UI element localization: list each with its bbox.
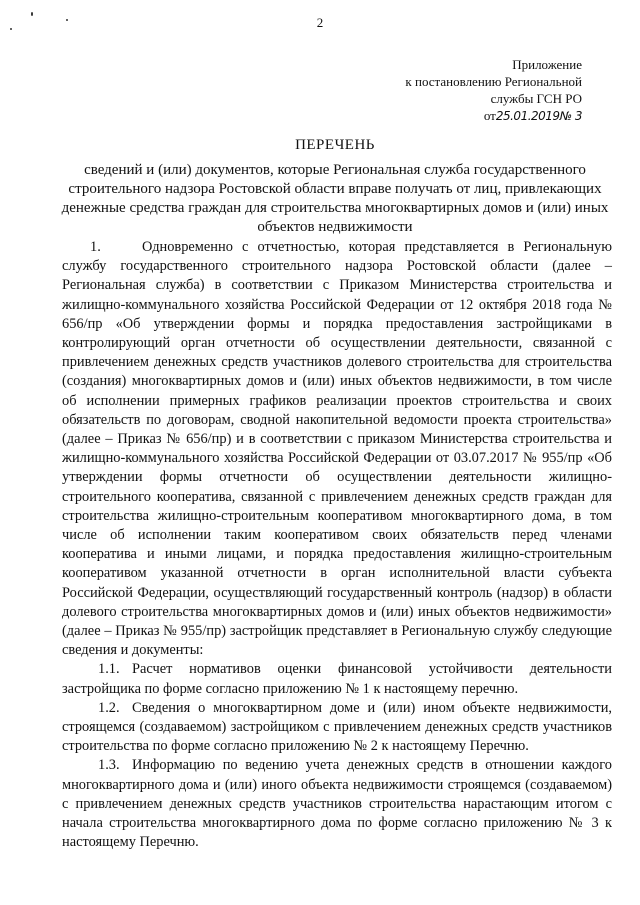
paragraph-text: Сведения о многоквартирном доме и (или) ином объекте недвижимости, строящемся (создаваемом) застройщиком с привлечением денежных средств участников строительства по форме согласно приложению № 2 к настоящему Перечню. bbox=[62, 699, 612, 755]
title-subheading: сведений и (или) документов, которые Региональная служба государственного строительного надзора Ростовской области вправе получать от лиц, привлекающих денежные средства граждан для строительства многоквартирных домов и (или) иных объектов недвижимости bbox=[61, 162, 609, 235]
approval-date: 25.01.2019 bbox=[495, 109, 560, 123]
document-title bbox=[58, 136, 612, 237]
paragraph-number: 1. bbox=[90, 239, 101, 255]
paragraph-text: Расчет нормативов оценки финансовой устойчивости деятельности застройщика по форме согласно приложению № 1 к настоящему перечню. bbox=[62, 661, 612, 697]
document-body bbox=[62, 238, 612, 853]
paragraph-1-1 bbox=[62, 660, 612, 698]
approval-line-1: Приложение bbox=[512, 57, 582, 72]
approval-date-prefix: от bbox=[483, 108, 496, 123]
approval-block bbox=[382, 56, 582, 125]
title-heading: ПЕРЕЧЕНЬ bbox=[295, 137, 375, 153]
paragraph-text: Одновременно с отчетностью, которая представляется в Региональную службу государственного строительного надзора Ростовской области (далее – Региональная служба) в соответствии с Приказом Министерства строительства и жилищно-коммунального хозяйства Российской Федерации от 12 октября 2018 года № 656/пр «Об утверждении формы и порядка предоставления застройщиками в контролирующий орган отчетности об осуществлении деятельности, связанной с привлечением денежных средств участников долевого строительства для строительства (создания) многоквартирных домов и (или) иных объектов недвижимости, в том числе об исполнении примерных графиков реализации проектов строительства и своих обязательств по договорам, сводной накопительной ведомости проекта строительства» (далее – Приказ № 656/пр) и в соответствии с приказом Министерства строительства и жилищно-коммунального хозяйства Российской Федерации от 03.07.2017 № 955/пр «Об утверждении формы отчетности об осуществлении деятельности жилищно-строительного кооператива, связанной с привлечением денежных средств граждан для строительства жилищно-строительным кооперативом многоквартирного дома, в том числе об исполнении таким кооперативом своих обязательств перед членами кооператива и иными лицами, и порядка предоставления жилищно-строительным кооперативом указанной отчетности в орган исполнительной власти субъекта Российской Федерации, осуществляющий государственный контроль (надзор) в области долевого строительства многоквартирных домов и (или) иных объектов недвижимости» (далее – Приказ № 955/пр) застройщик представляет в Региональную службу следующие сведения и документы: bbox=[62, 239, 612, 659]
paragraph-number: 1.1. bbox=[98, 661, 120, 678]
page-number: 2 bbox=[316, 15, 324, 30]
approval-line-2: к постановлению Региональной bbox=[405, 74, 582, 89]
approval-line-3: службы ГСН РО bbox=[490, 91, 582, 106]
paragraph-text: Информацию по ведению учета денежных средств в отношении каждого многоквартирного дома и (или) иного объекта недвижимости строящемся (создаваемом) с привлечением денежных средств участников строительства нарастающим итогом с начала строительства многоквартирного дома по форме согласно приложению № 3 к настоящему Перечню. bbox=[62, 757, 612, 851]
approval-number: № 3 bbox=[559, 109, 582, 123]
paragraph-number: 1.2. bbox=[98, 699, 120, 716]
approval-line-4 bbox=[382, 107, 582, 125]
paragraph-1 bbox=[62, 238, 612, 660]
paragraph-1-2 bbox=[62, 699, 612, 757]
paragraph-number: 1.3. bbox=[98, 757, 120, 774]
paragraph-1-3 bbox=[62, 756, 612, 852]
